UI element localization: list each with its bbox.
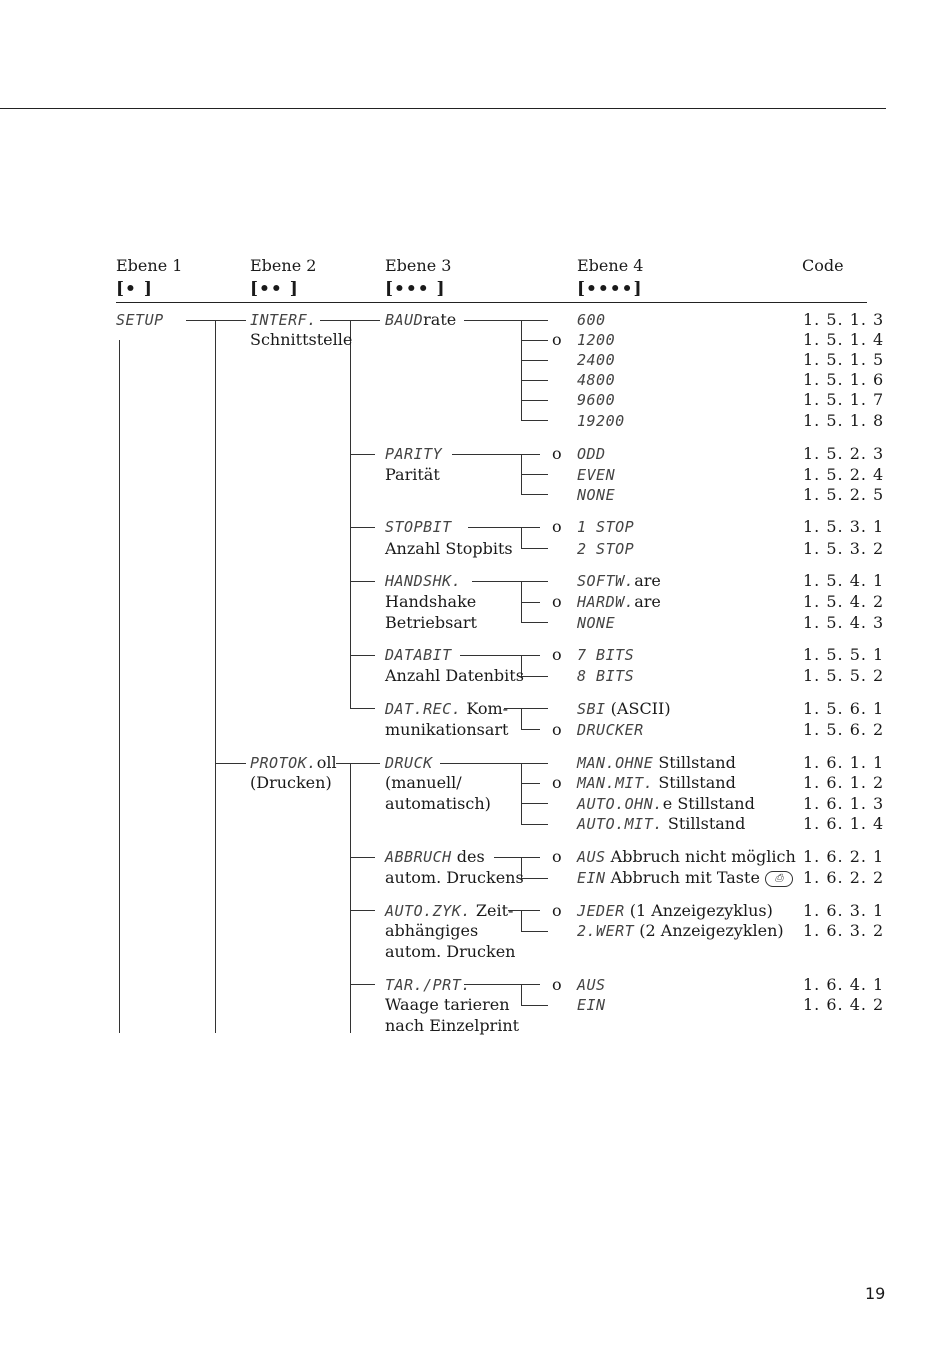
tree-line-l1 xyxy=(119,340,120,1033)
automit-lcd: AUTO.MIT. xyxy=(577,815,663,833)
top-rule xyxy=(0,108,886,109)
druck-text1: (manuell/ xyxy=(385,773,462,792)
opt-aus: AUS xyxy=(577,976,606,994)
default-marker: o xyxy=(552,330,562,349)
opt-odd: ODD xyxy=(577,445,606,463)
conn-handshk-2 xyxy=(521,602,540,603)
wert-suffix: (2 Anzeigezyklen) xyxy=(634,921,784,940)
code-value: 1. 6. 2. 2 xyxy=(803,868,885,887)
conn-databit-2 xyxy=(521,676,548,677)
jeder-suffix: (1 Anzeigezyklus) xyxy=(624,901,773,920)
druck-lcd: DRUCK xyxy=(385,754,433,772)
automit-suffix: Stillstand xyxy=(662,814,746,833)
header-level1: Ebene 1 xyxy=(116,256,183,275)
page-number: 19 xyxy=(865,1284,886,1303)
opt-man-ohne xyxy=(577,753,736,773)
bracket-level1: [• ] xyxy=(116,279,153,299)
abbruch-text2: autom. Druckens xyxy=(385,868,524,887)
sbi-lcd: SBI xyxy=(577,700,606,718)
tarprt-text3: nach Einzelprint xyxy=(385,1016,520,1035)
tree-line-l3a xyxy=(350,320,351,708)
hardware-lcd: HARDW. xyxy=(577,593,635,611)
opt-even: EVEN xyxy=(577,466,616,484)
conn-baud-6 xyxy=(521,420,548,421)
conn-handshk xyxy=(472,581,548,582)
code-value: 1. 6. 2. 1 xyxy=(803,847,885,866)
parity-lcd: PARITY xyxy=(385,445,443,463)
ein1-suffix: Abbruch mit Taste xyxy=(605,868,760,887)
opt-600: 600 xyxy=(577,311,606,329)
default-marker: o xyxy=(552,444,562,463)
default-marker: o xyxy=(552,517,562,536)
interf-item xyxy=(250,310,317,330)
protok-suffix: oll xyxy=(316,753,337,772)
conn-parity xyxy=(452,454,540,455)
tree-branch-tarprt xyxy=(350,984,375,985)
default-marker: o xyxy=(552,645,562,664)
code-value: 1. 5. 1. 8 xyxy=(803,411,885,430)
datrec-lcd: DAT.REC. xyxy=(385,700,462,718)
conn-abbruch xyxy=(494,857,540,858)
conn-stopbit-v xyxy=(521,527,522,549)
opt-1200: 1200 xyxy=(577,331,616,349)
code-value: 1. 5. 4. 1 xyxy=(803,571,885,590)
opt-hardware xyxy=(577,592,661,612)
setup-label: SETUP xyxy=(116,311,164,329)
code-value: 1. 5. 6. 1 xyxy=(803,699,885,718)
protok-text: (Drucken) xyxy=(250,773,332,792)
conn-stopbit xyxy=(468,527,540,528)
datrec-suffix: Kom- xyxy=(461,699,509,718)
header-code: Code xyxy=(802,256,844,275)
header-level3: Ebene 3 xyxy=(385,256,452,275)
conn-datrec-2 xyxy=(521,729,540,730)
autozyk-lcd: AUTO.ZYK. xyxy=(385,902,471,920)
code-value: 1. 5. 2. 3 xyxy=(803,444,885,463)
opt-4800: 4800 xyxy=(577,371,616,389)
databit-text: Anzahl Datenbits xyxy=(385,666,524,685)
tree-branch-parity xyxy=(350,454,375,455)
wert-lcd: 2.WERT xyxy=(577,922,635,940)
code-value: 1. 5. 2. 4 xyxy=(803,465,885,484)
tarprt-lcd: TAR./PRT. xyxy=(385,976,471,994)
default-marker: o xyxy=(552,773,562,792)
conn-tarprt-2 xyxy=(521,1005,548,1006)
druck-text2: automatisch) xyxy=(385,794,491,813)
hardware-suffix: are xyxy=(634,592,661,611)
stopbit-text: Anzahl Stopbits xyxy=(385,539,513,558)
opt-software xyxy=(577,571,661,591)
autozyk-suffix: Zeit- xyxy=(470,901,514,920)
tree-line-l3b xyxy=(350,763,351,1033)
baud-suffix: rate xyxy=(423,310,457,329)
conn-autozyk-2 xyxy=(521,931,548,932)
sbi-suffix: (ASCII) xyxy=(605,699,671,718)
opt-19200: 19200 xyxy=(577,412,625,430)
conn-baud-3 xyxy=(521,360,548,361)
conn-tarprt-v xyxy=(521,984,522,1005)
bracket-level3: [••• ] xyxy=(385,279,446,299)
conn-baud xyxy=(464,320,548,321)
protok-lcd: PROTOK. xyxy=(250,754,317,772)
autozyk-text3: autom. Drucken xyxy=(385,942,516,961)
opt-auto-ohn xyxy=(577,794,755,814)
tarprt-text2: Waage tarieren xyxy=(385,995,510,1014)
tree-line-protok xyxy=(215,763,246,764)
opt-9600: 9600 xyxy=(577,391,616,409)
code-value: 1. 5. 1. 5 xyxy=(803,350,885,369)
conn-tarprt xyxy=(464,984,540,985)
tree-branch-handshk xyxy=(350,581,375,582)
header-level2: Ebene 2 xyxy=(250,256,317,275)
ein1-lcd: EIN xyxy=(577,869,606,887)
code-value: 1. 5. 1. 4 xyxy=(803,330,885,349)
tree-branch-datrec xyxy=(350,708,375,709)
default-marker: o xyxy=(552,720,562,739)
autozyk-text2: abhängiges xyxy=(385,921,479,940)
manohne-suffix: Stillstand xyxy=(653,753,736,772)
opt-ein-abbruch xyxy=(577,868,793,888)
code-value: 1. 5. 4. 2 xyxy=(803,592,885,611)
code-value: 1. 5. 4. 3 xyxy=(803,613,885,632)
print-key-icon: ⎙ xyxy=(765,871,793,887)
code-value: 1. 5. 5. 2 xyxy=(803,666,885,685)
code-value: 1. 6. 1. 3 xyxy=(803,794,885,813)
protok-item xyxy=(250,753,337,773)
parity-text: Parität xyxy=(385,465,440,484)
opt-2400: 2400 xyxy=(577,351,616,369)
opt-sbi xyxy=(577,699,671,719)
tree-line-druck-h xyxy=(336,763,380,764)
conn-stopbit-2 xyxy=(521,548,548,549)
autozyk-item xyxy=(385,901,513,921)
code-value: 1. 5. 1. 7 xyxy=(803,390,885,409)
bracket-level4: [••••] xyxy=(577,279,643,299)
tree-line-l2 xyxy=(215,320,216,1033)
code-value: 1. 6. 4. 1 xyxy=(803,975,885,994)
code-value: 1. 6. 3. 2 xyxy=(803,921,885,940)
code-value: 1. 5. 6. 2 xyxy=(803,720,885,739)
manohne-lcd: MAN.OHNE xyxy=(577,754,654,772)
conn-druck-2 xyxy=(521,783,540,784)
tree-branch-databit xyxy=(350,655,375,656)
code-value: 1. 5. 3. 2 xyxy=(803,539,885,558)
interf-text: Schnittstelle xyxy=(250,330,353,349)
header-rule xyxy=(116,302,867,303)
databit-lcd: DATABIT xyxy=(385,646,452,664)
code-value: 1. 6. 3. 1 xyxy=(803,901,885,920)
autoohn-lcd: AUTO.OHN. xyxy=(577,795,663,813)
code-value: 1. 5. 5. 1 xyxy=(803,645,885,664)
interf-lcd: INTERF. xyxy=(250,311,317,329)
tree-line-setup xyxy=(186,320,246,321)
code-value: 1. 5. 1. 3 xyxy=(803,310,885,329)
aus1-lcd: AUS xyxy=(577,848,606,866)
tree-branch-stopbit xyxy=(350,527,375,528)
opt-none-handshake: NONE xyxy=(577,614,616,632)
code-value: 1. 6. 1. 1 xyxy=(803,753,885,772)
opt-2wert xyxy=(577,921,784,941)
conn-baud-4 xyxy=(521,380,548,381)
conn-datrec-v xyxy=(521,708,522,729)
opt-man-mit xyxy=(577,773,736,793)
default-marker: o xyxy=(552,592,562,611)
conn-handshk-3 xyxy=(521,622,548,623)
opt-ein: EIN xyxy=(577,996,606,1014)
manmit-suffix: Stillstand xyxy=(653,773,736,792)
conn-autozyk-v xyxy=(521,910,522,931)
software-suffix: are xyxy=(634,571,661,590)
stopbit-lcd: STOPBIT xyxy=(385,518,452,536)
conn-druck-v xyxy=(521,763,522,824)
opt-7bits: 7 BITS xyxy=(577,646,635,664)
manmit-lcd: MAN.MIT. xyxy=(577,774,654,792)
abbruch-lcd: ABBRUCH xyxy=(385,848,452,866)
autoohn-suffix: e Stillstand xyxy=(662,794,755,813)
opt-auto-mit xyxy=(577,814,745,834)
code-value: 1. 6. 1. 2 xyxy=(803,773,885,792)
datrec-item xyxy=(385,699,508,719)
conn-baud-v xyxy=(521,320,522,420)
conn-abbruch-2 xyxy=(521,878,548,879)
aus1-suffix: Abbruch nicht möglich xyxy=(605,847,796,866)
opt-drucker: DRUCKER xyxy=(577,721,644,739)
code-value: 1. 6. 1. 4 xyxy=(803,814,885,833)
header-level4: Ebene 4 xyxy=(577,256,644,275)
abbruch-item xyxy=(385,847,485,867)
opt-aus-abbruch xyxy=(577,847,796,867)
conn-parity-2 xyxy=(521,474,548,475)
jeder-lcd: JEDER xyxy=(577,902,625,920)
default-marker: o xyxy=(552,847,562,866)
baud-lcd: BAUD xyxy=(385,311,424,329)
opt-1stop: 1 STOP xyxy=(577,518,635,536)
abbruch-suffix: des xyxy=(451,847,485,866)
code-value: 1. 5. 2. 5 xyxy=(803,485,885,504)
conn-druck-3 xyxy=(521,803,548,804)
opt-none: NONE xyxy=(577,486,616,504)
conn-druck-4 xyxy=(521,824,548,825)
opt-2stop: 2 STOP xyxy=(577,540,635,558)
opt-8bits: 8 BITS xyxy=(577,667,635,685)
default-marker: o xyxy=(552,975,562,994)
baud-item xyxy=(385,310,456,330)
conn-druck xyxy=(440,763,548,764)
handshk-lcd: HANDSHK. xyxy=(385,572,462,590)
tree-branch-autozyk xyxy=(350,910,375,911)
conn-databit xyxy=(460,655,540,656)
opt-jeder xyxy=(577,901,773,921)
conn-baud-5 xyxy=(521,400,548,401)
conn-baud-2 xyxy=(521,340,548,341)
software-lcd: SOFTW. xyxy=(577,572,635,590)
code-value: 1. 6. 4. 2 xyxy=(803,995,885,1014)
conn-parity-3 xyxy=(521,494,548,495)
handshk-text1: Handshake xyxy=(385,592,477,611)
default-marker: o xyxy=(552,901,562,920)
tree-branch-abbruch xyxy=(350,857,375,858)
handshk-text2: Betriebsart xyxy=(385,613,477,632)
datrec-text2: munikationsart xyxy=(385,720,509,739)
conn-datrec xyxy=(504,708,548,709)
bracket-level2: [•• ] xyxy=(250,279,299,299)
code-value: 1. 5. 3. 1 xyxy=(803,517,885,536)
code-value: 1. 5. 1. 6 xyxy=(803,370,885,389)
